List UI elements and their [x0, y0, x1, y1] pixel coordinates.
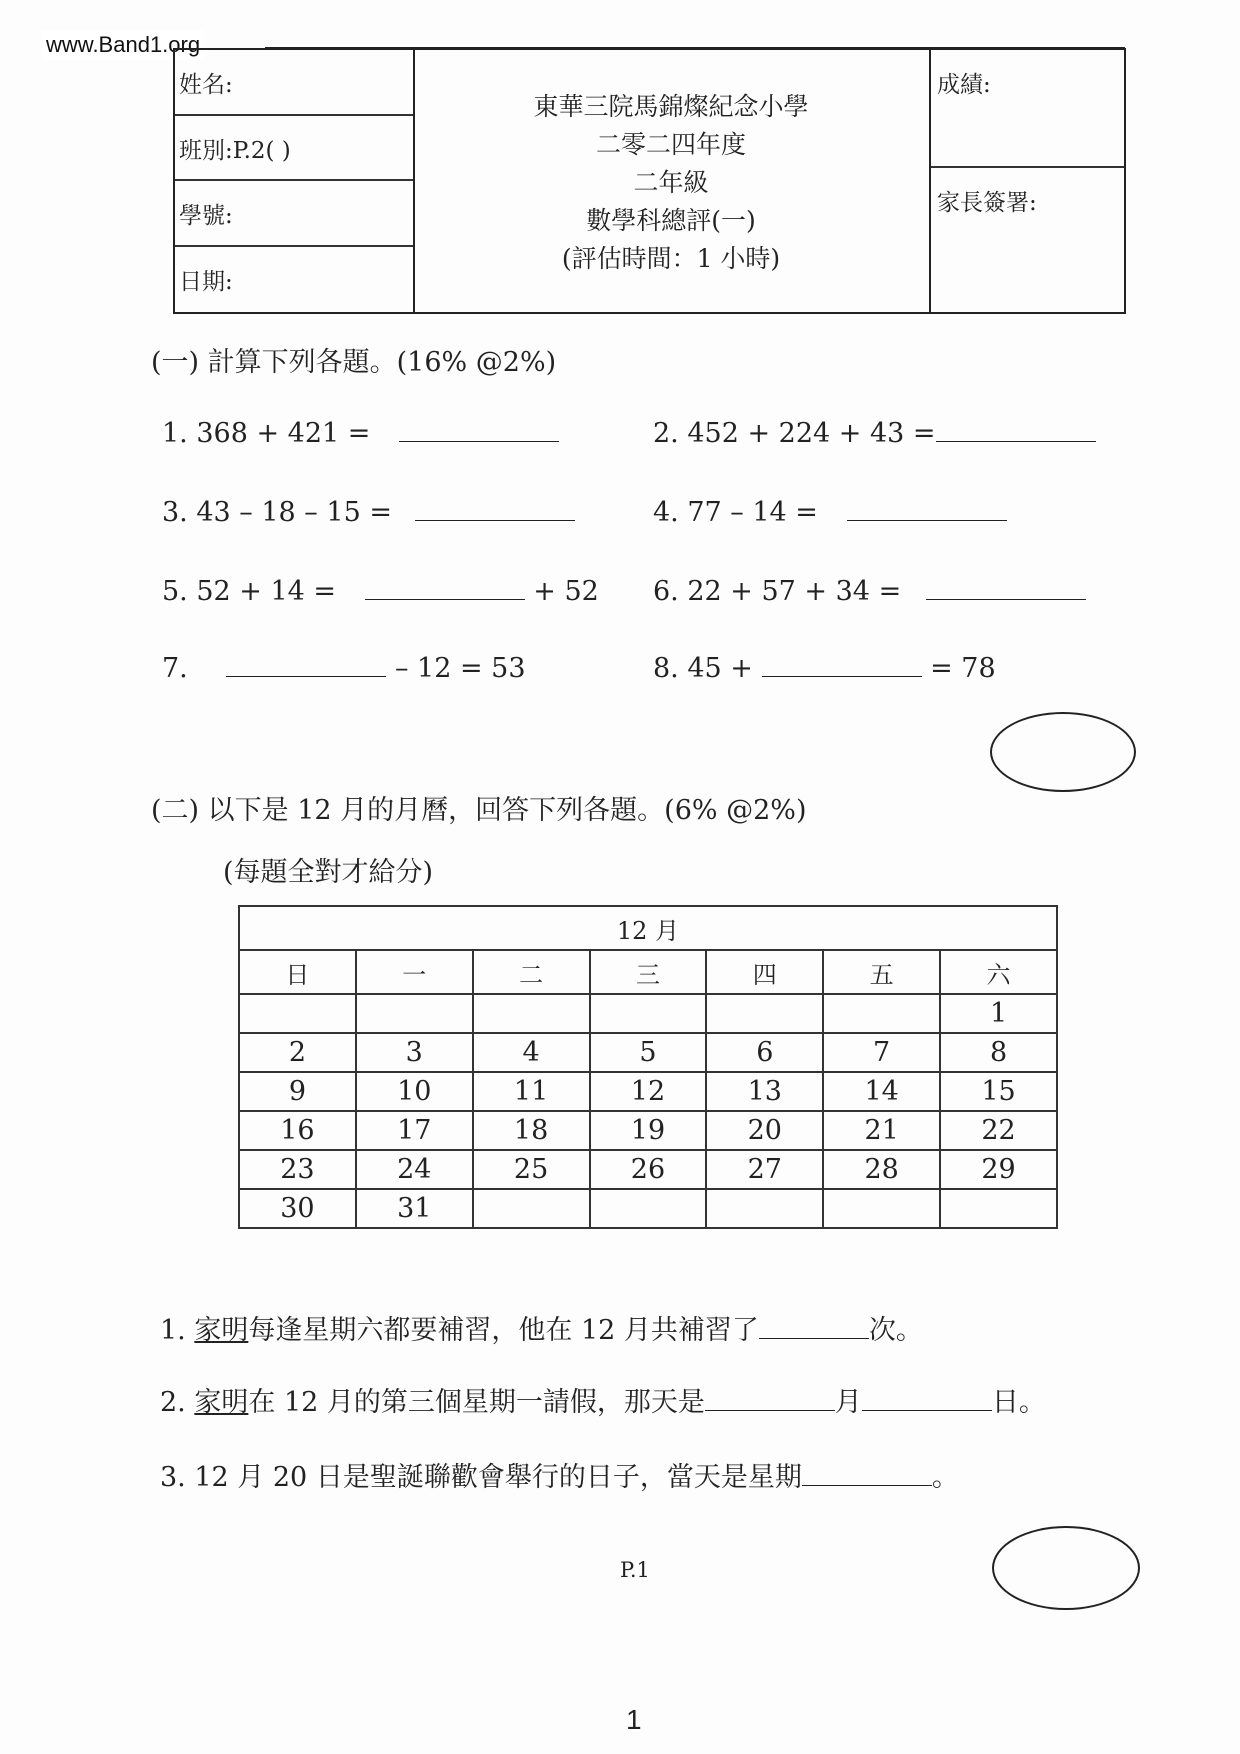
- calendar-week-row: [239, 1033, 1057, 1072]
- calendar-day: 31: [356, 1189, 473, 1228]
- class-field[interactable]: 班別:P.2( ): [175, 116, 413, 182]
- calendar-day: 30: [239, 1189, 356, 1228]
- answer-blank[interactable]: [415, 498, 575, 521]
- calendar-day: 26: [590, 1150, 707, 1189]
- calendar-day: 16: [239, 1111, 356, 1150]
- weekday-header: 日: [239, 950, 356, 994]
- calendar-day: 10: [356, 1072, 473, 1111]
- grade: 二年級: [633, 168, 709, 197]
- weekday-header: 六: [940, 950, 1057, 994]
- month-blank[interactable]: [705, 1388, 835, 1411]
- weekday-header: 一: [356, 950, 473, 994]
- student-number-field[interactable]: 學號:: [175, 181, 413, 247]
- calendar-day: 5: [590, 1033, 707, 1072]
- calendar-day: 2: [239, 1033, 356, 1072]
- calendar-day: 24: [356, 1150, 473, 1189]
- calendar-day: 8: [940, 1033, 1057, 1072]
- question-8: [653, 653, 996, 684]
- answer-blank[interactable]: [847, 498, 1007, 521]
- calendar-day: [940, 1189, 1057, 1228]
- calendar-day: 27: [706, 1150, 823, 1189]
- calendar-title: 12 月: [239, 906, 1057, 950]
- score-box: [931, 50, 1124, 312]
- calendar-week-row: [239, 1189, 1057, 1228]
- weekday-header: 二: [473, 950, 590, 994]
- calendar-day: 15: [940, 1072, 1057, 1111]
- q-text: 4. 77 – 14 =: [653, 497, 818, 528]
- q-text: 5. 52 + 14 =: [162, 576, 337, 607]
- q-text: 8. 45 +: [653, 653, 753, 684]
- school-name: 東華三院馬錦燦紀念小學: [533, 92, 809, 121]
- watermark: www.Band1.org: [42, 30, 204, 60]
- calendar-day: 22: [940, 1111, 1057, 1150]
- calendar-week-row: [239, 994, 1057, 1033]
- q-text: 7.: [162, 653, 188, 684]
- calendar-day: 18: [473, 1111, 590, 1150]
- answer-blank[interactable]: [226, 654, 386, 677]
- calendar-day: 13: [706, 1072, 823, 1111]
- calendar-day: 1: [940, 994, 1057, 1033]
- calendar-day: [473, 994, 590, 1033]
- calendar-week-row: [239, 1072, 1057, 1111]
- section1-title: (一) 計算下列各題。(16% @2%): [151, 347, 557, 378]
- q-text: 2. 452 + 224 + 43 =: [653, 418, 936, 449]
- parent-signature-field[interactable]: 家長簽署:: [937, 189, 1037, 216]
- calendar-week-row: [239, 1111, 1057, 1150]
- answer-blank[interactable]: [926, 577, 1086, 600]
- calendar-day: 14: [823, 1072, 940, 1111]
- calendar-day: [473, 1189, 590, 1228]
- answer-blank[interactable]: [936, 419, 1096, 442]
- calendar-question-3: 3. 12 月 20 日是聖誕聯歡會舉行的日子，當天是星期 。: [160, 1462, 959, 1493]
- section2-subtitle: (每題全對才給分): [223, 857, 434, 888]
- calendar-day: [356, 994, 473, 1033]
- subject: 數學科總評(一): [586, 206, 756, 235]
- page-number: 1: [626, 1704, 642, 1735]
- page-label: P.1: [620, 1558, 650, 1582]
- calendar-day: 9: [239, 1072, 356, 1111]
- q-suffix: + 52: [533, 576, 599, 607]
- header-box: [173, 48, 1126, 314]
- school-year: 二零二四年度: [595, 130, 746, 159]
- question-5: [162, 576, 599, 607]
- q-text: 3. 43 – 18 – 15 =: [162, 497, 392, 528]
- calendar-day: [239, 994, 356, 1033]
- calendar-day: 19: [590, 1111, 707, 1150]
- section2-title: (二) 以下是 12 月的月曆，回答下列各題。(6% @2%): [151, 795, 807, 826]
- calendar-day: [706, 994, 823, 1033]
- calendar-day: [823, 1189, 940, 1228]
- calendar-day: [706, 1189, 823, 1228]
- weekday-header: 三: [590, 950, 707, 994]
- question-7: [162, 653, 526, 684]
- calendar-question-2: 2. 家明在 12 月的第三個星期一請假，那天是 月 日。: [160, 1387, 1046, 1418]
- score-oval-2: [992, 1526, 1140, 1610]
- calendar-day: 17: [356, 1111, 473, 1150]
- question-4: [653, 497, 1007, 528]
- calendar-day: 29: [940, 1150, 1057, 1189]
- q-suffix: – 12 = 53: [394, 653, 526, 684]
- answer-blank[interactable]: [365, 577, 525, 600]
- weekday-header: 四: [706, 950, 823, 994]
- question-1: [162, 418, 559, 449]
- q-text: 6. 22 + 57 + 34 =: [653, 576, 902, 607]
- question-2: [653, 418, 1096, 449]
- duration: (評估時間：1 小時): [561, 244, 781, 273]
- calendar-day: 4: [473, 1033, 590, 1072]
- weekday-header: 五: [823, 950, 940, 994]
- q-suffix: = 78: [930, 653, 996, 684]
- answer-blank[interactable]: [759, 1316, 869, 1339]
- calendar-day: 28: [823, 1150, 940, 1189]
- name-field[interactable]: 姓名:: [175, 50, 413, 116]
- calendar-day: 12: [590, 1072, 707, 1111]
- day-blank[interactable]: [862, 1388, 992, 1411]
- question-6: [653, 576, 1086, 607]
- answer-blank[interactable]: [399, 419, 559, 442]
- calendar-day: 6: [706, 1033, 823, 1072]
- calendar-day: [590, 1189, 707, 1228]
- calendar-day: 7: [823, 1033, 940, 1072]
- calendar-day: [590, 994, 707, 1033]
- exam-title: [413, 50, 931, 312]
- date-field[interactable]: 日期:: [179, 268, 233, 295]
- calendar-question-1: 1. 家明每逢星期六都要補習，他在 12 月共補習了 次。: [160, 1315, 923, 1346]
- calendar-day: 25: [473, 1150, 590, 1189]
- person-name: 家明: [194, 1387, 249, 1418]
- calendar-day: [823, 994, 940, 1033]
- calendar-week-row: [239, 1150, 1057, 1189]
- person-name: 家明: [194, 1315, 249, 1346]
- calendar-day: 23: [239, 1150, 356, 1189]
- weekday-row: [239, 950, 1057, 994]
- student-info: [175, 50, 415, 312]
- answer-blank[interactable]: [762, 654, 922, 677]
- answer-blank[interactable]: [802, 1463, 932, 1486]
- calendar-day: 20: [706, 1111, 823, 1150]
- score-oval-1: [990, 712, 1136, 792]
- question-3: [162, 497, 575, 528]
- calendar-day: 3: [356, 1033, 473, 1072]
- calendar-day: 21: [823, 1111, 940, 1150]
- calendar-day: 11: [473, 1072, 590, 1111]
- calendar-table: [238, 905, 1058, 1229]
- q-text: 1. 368 + 421 =: [162, 418, 371, 449]
- score-field[interactable]: 成績:: [931, 50, 1124, 168]
